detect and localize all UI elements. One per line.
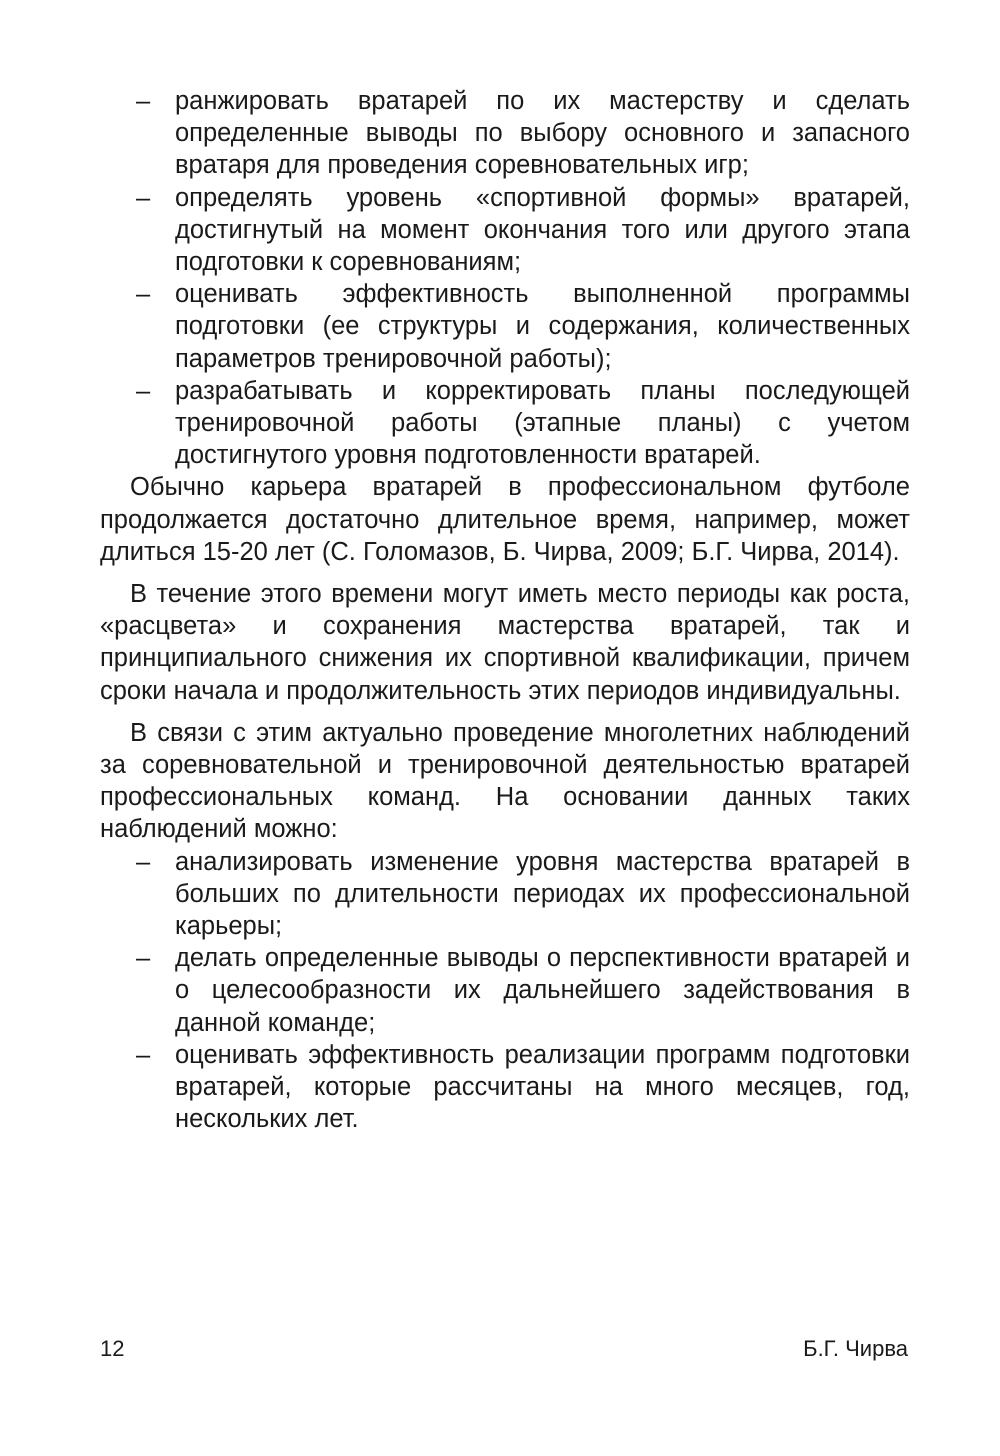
list-item-text: оценивать эффективность реализации программ подготовки вратарей, которые рассчитаны на много месяцев, год, нескольких лет. xyxy=(175,1040,910,1134)
dash-bullet: – xyxy=(136,944,151,973)
list-item xyxy=(100,85,910,182)
dash-bullet: – xyxy=(136,280,151,309)
list-item-text: определять уровень «спортивной формы» вратарей, достигнутый на момент окончания того или другого этапа подготовки к соревнованиям; xyxy=(175,183,910,277)
list-item-text: анализировать изменение уровня мастерства вратарей в больших по длительности периодах их профессиональной карьеры; xyxy=(175,847,910,941)
dash-bullet: – xyxy=(136,87,151,115)
list-item xyxy=(100,375,910,472)
list-item xyxy=(100,182,910,279)
paragraph-periods: В течение этого времени могут иметь место периоды как роста, «расцвета» и сохранения мастерства вратарей, так и принципиального снижения их спортивной квалификации, причем сроки начала и продолжительность этих периодов индивидуальны. xyxy=(100,580,910,705)
list-item-text: ранжировать вратарей по их мастерству и сделать определенные выводы по выбору основного и запасного вратаря для проведения соревновательных игр; xyxy=(175,87,910,180)
dash-bullet: – xyxy=(136,376,151,405)
page-number: 12 xyxy=(100,1336,125,1361)
list-item-text: оценивать эффективность выполненной программы подготовки (ее структуры и содержания, количественных параметров тренировочной работы); xyxy=(175,280,910,373)
dash-bullet: – xyxy=(136,183,151,212)
bullet-list-bottom xyxy=(100,846,910,1136)
running-footer-author: Б.Г. Чирва xyxy=(803,1336,908,1361)
list-item-text: разрабатывать и корректировать планы последующей тренировочной работы (этапные планы) с учетом достигнутого уровня подготовленности вратарей. xyxy=(175,376,910,470)
paragraph-career-duration: Обычно карьера вратарей в профессиональном футболе продолжается достаточно длительное время, например, может длиться 15-20 лет (С. Голомазов, Б. Чирва, 2009; Б.Г. Чирва, 2014). xyxy=(100,473,910,566)
dash-bullet: – xyxy=(136,1040,151,1069)
list-item xyxy=(100,278,910,375)
dash-bullet: – xyxy=(136,847,151,876)
page-body xyxy=(100,85,910,1136)
list-item xyxy=(100,846,910,943)
list-item xyxy=(100,1039,910,1136)
bullet-list-top xyxy=(100,85,910,471)
paragraph-observations: В связи с этим актуально проведение многолетних наблюдений за соревновательной и тренировочной деятельностью вратарей профессиональных команд. На основании данных таких наблюдений можно: xyxy=(100,718,910,844)
list-item-text: делать определенные выводы о перспективности вратарей и о целесообразности их дальнейшего задействования в данной команде; xyxy=(175,944,910,1037)
list-item xyxy=(100,942,910,1039)
